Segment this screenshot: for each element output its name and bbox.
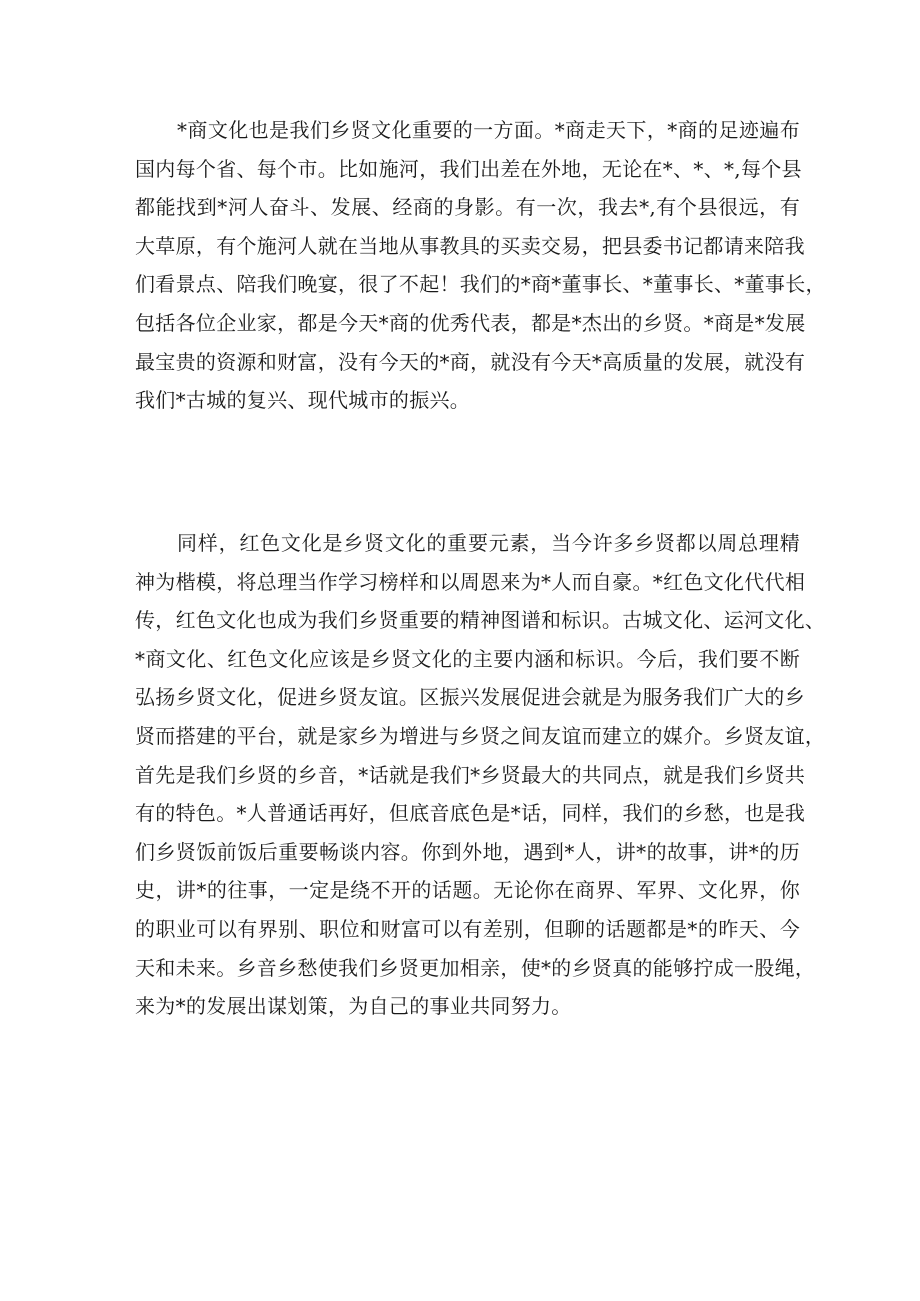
text-line: 国内每个省、每个市。比如施河，我们出差在外地，无论在*、*、*,每个县 <box>135 156 802 181</box>
paragraph-red-culture <box>135 524 826 1026</box>
text-line: 传，红色文化也成为我们乡贤重要的精神图谱和标识。古城文化、运河文化、 <box>135 608 826 633</box>
text-line: 的职业可以有界别、职位和财富可以有差别，但聊的话题都是*的昨天、今 <box>135 916 800 941</box>
text-line: 同样，红色文化是乡贤文化的重要元素，当今许多乡贤都以周总理精 <box>177 531 800 555</box>
text-line: 贤而搭建的平台，就是家乡为增进与乡贤之间友谊而建立的媒介。乡贤友谊， <box>135 723 826 748</box>
text-line: 史，讲*的往事，一定是绕不开的话题。无论你在商界、军界、文化界，你 <box>135 878 800 903</box>
text-line: 包括各位企业家，都是今天*商的优秀代表，都是*杰出的乡贤。*商是*发展 <box>135 310 806 335</box>
text-line: 首先是我们乡贤的乡音，*话就是我们*乡贤最大的共同点，就是我们乡贤共 <box>135 762 806 787</box>
text-line: 们乡贤饭前饭后重要畅谈内容。你到外地，遇到*人，讲*的故事，讲*的历 <box>135 839 800 864</box>
text-line: 大草原，有个施河人就在当地从事教具的买卖交易，把县委书记都请来陪我 <box>135 233 805 258</box>
text-line: 来为*的发展出谋划策，为自己的事业共同努力。 <box>135 994 572 1019</box>
paragraph-merchant-culture <box>135 111 826 420</box>
text-line: 神为楷模，将总理当作学习榜样和以周恩来为*人而自豪。*红色文化代代相 <box>135 569 806 594</box>
text-line: 都能找到*河人奋斗、发展、经商的身影。有一次，我去*,有个县很远，有 <box>135 195 800 220</box>
text-line: 我们*古城的复兴、现代城市的振兴。 <box>135 388 471 413</box>
text-line: 有的特色。*人普通话再好，但底音底色是*话，同样，我们的乡愁，也是我 <box>135 801 806 826</box>
text-line: 最宝贵的资源和财富，没有今天的*商，就没有今天*高质量的发展，就没有 <box>135 349 806 374</box>
text-line: *商文化也是我们乡贤文化重要的一方面。*商走天下，*商的足迹遍布 <box>177 118 800 142</box>
text-line: 天和未来。乡音乡愁使我们乡贤更加相亲，使*的乡贤真的能够拧成一股绳， <box>135 955 816 980</box>
text-line: 们看景点、陪我们晚宴，很了不起！我们的*商*董事长、*董事长、*董事长， <box>135 272 826 297</box>
text-line: 弘扬乡贤文化，促进乡贤友谊。区振兴发展促进会就是为服务我们广大的乡 <box>135 685 805 710</box>
text-line: *商文化、红色文化应该是乡贤文化的主要内涵和标识。今后，我们要不断 <box>135 646 800 671</box>
